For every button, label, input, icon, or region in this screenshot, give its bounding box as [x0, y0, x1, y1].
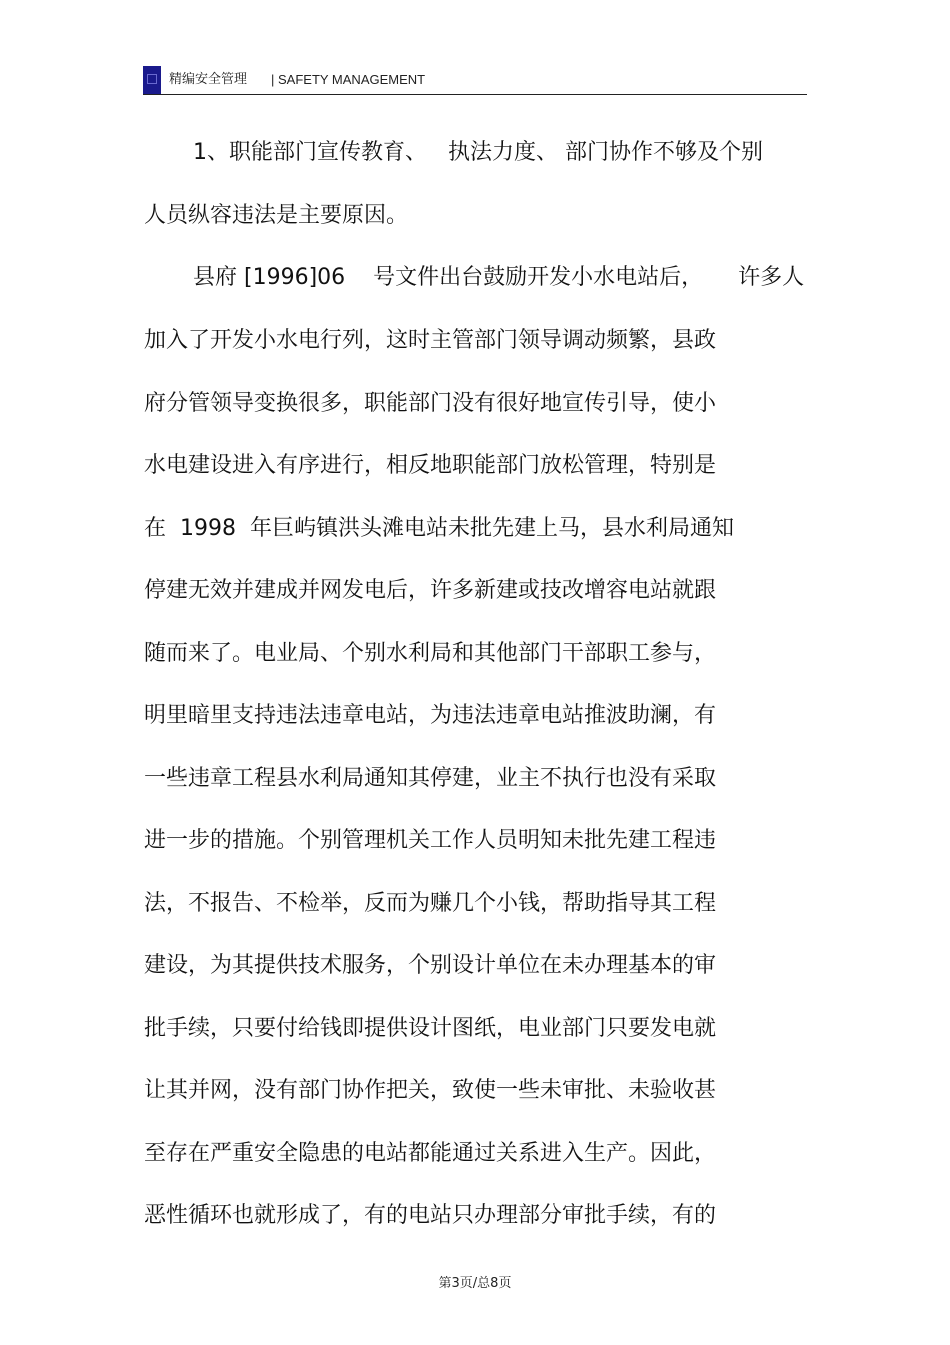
body-line: 随而来了。电业局、个别水利局和其他部门干部职工参与，	[144, 641, 717, 666]
body-line: 县府 [1996]06 号文件出台鼓励开发小水电站后， 许多人	[193, 265, 805, 290]
body-line: 在 1998 年巨屿镇洪头滩电站未批先建上马，县水利局通知	[144, 516, 734, 541]
page-header	[143, 66, 807, 96]
page-number: 第3页/总8页	[438, 1276, 512, 1291]
body-line: 法，不报告、不检举，反而为赚几个小钱，帮助指导其工程	[144, 891, 717, 916]
body-line: 人员纵容违法是主要原因。	[144, 203, 409, 228]
body-line: 进一步的措施。个别管理机关工作人员明知未批先建工程违	[144, 828, 717, 853]
body-line: 让其并网，没有部门协作把关，致使一些未审批、未验收甚	[144, 1078, 717, 1103]
body-line: 恶性循环也就形成了，有的电站只办理部分审批手续，有的	[144, 1203, 717, 1228]
body-line: 府分管领导变换很多，职能部门没有很好地宣传引导，使小	[144, 391, 717, 416]
body-line: 1、职能部门宣传教育、 执法力度、 部门协作不够及个别	[193, 140, 763, 165]
body-line: 至存在严重安全隐患的电站都能通过关系进入生产。因此，	[144, 1141, 717, 1166]
body-line: 批手续，只要付给钱即提供设计图纸，电业部门只要发电就	[144, 1016, 717, 1041]
header-title-cn: 精编安全管理	[169, 72, 248, 87]
logo-icon	[143, 66, 161, 94]
header-title-en: | SAFETY MANAGEMENT	[271, 72, 426, 87]
body-line: 加入了开发小水电行列，这时主管部门领导调动频繁，县政	[144, 328, 717, 353]
body-line: 水电建设进入有序进行，相反地职能部门放松管理，特别是	[144, 453, 717, 478]
body-line: 建设，为其提供技术服务，个别设计单位在未办理基本的审	[144, 953, 717, 978]
body-line: 明里暗里支持违法违章电站，为违法违章电站推波助澜，有	[144, 703, 717, 728]
header-divider	[143, 94, 807, 95]
body-line: 停建无效并建成并网发电后，许多新建或技改增容电站就跟	[144, 578, 717, 603]
body-line: 一些违章工程县水利局通知其停建，业主不执行也没有采取	[144, 766, 717, 791]
